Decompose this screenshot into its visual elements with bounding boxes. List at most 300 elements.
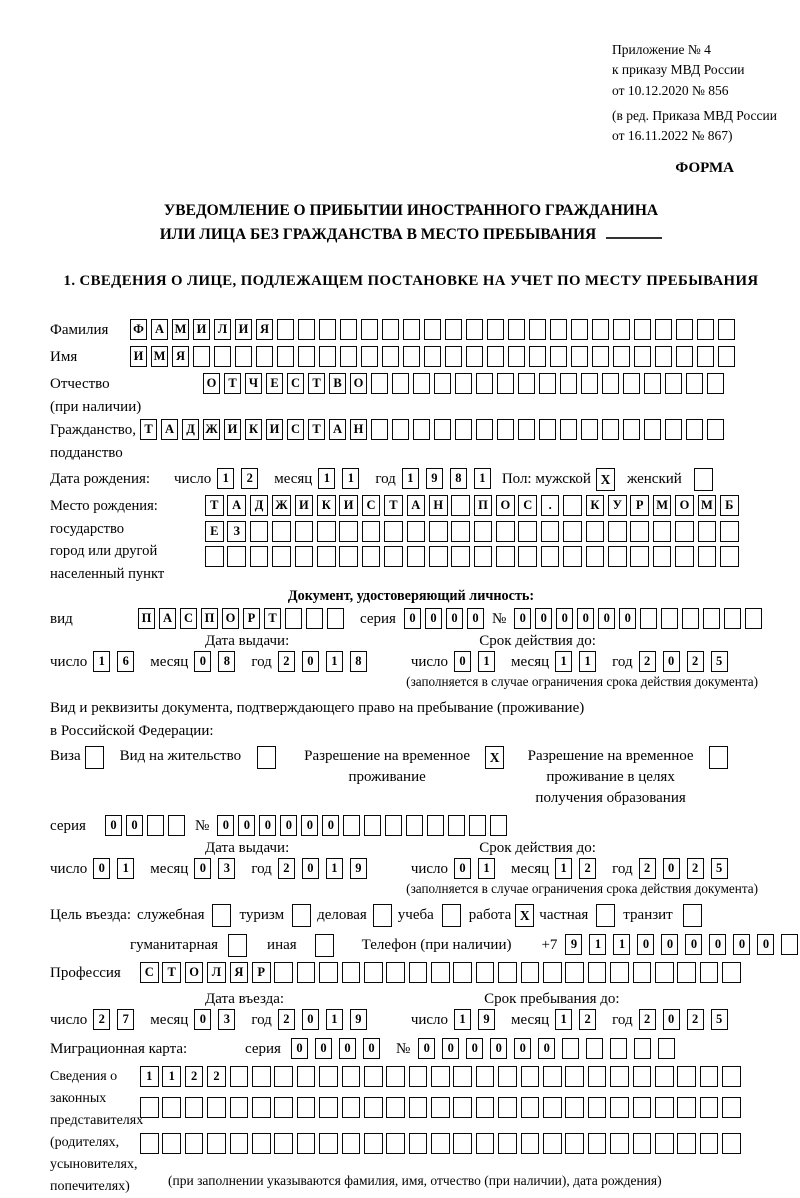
char-cell[interactable] bbox=[722, 1097, 741, 1118]
char-cell[interactable] bbox=[371, 373, 388, 394]
char-cell[interactable] bbox=[724, 608, 741, 629]
char-cell[interactable] bbox=[581, 419, 598, 440]
char-cell[interactable] bbox=[655, 1097, 674, 1118]
char-cell[interactable] bbox=[384, 546, 403, 567]
char-cell[interactable]: Б bbox=[720, 495, 739, 516]
char-cell[interactable] bbox=[392, 419, 409, 440]
char-cell[interactable]: 1 bbox=[589, 934, 606, 955]
char-cell[interactable] bbox=[665, 419, 682, 440]
char-cell[interactable] bbox=[474, 521, 493, 542]
char-cell[interactable]: М bbox=[172, 319, 189, 340]
char-cell[interactable] bbox=[518, 546, 537, 567]
char-cell[interactable] bbox=[455, 373, 472, 394]
char-cell[interactable]: С bbox=[287, 419, 304, 440]
char-cell[interactable] bbox=[342, 1097, 361, 1118]
char-cell[interactable]: З bbox=[227, 521, 246, 542]
char-cell[interactable]: 1 bbox=[454, 1009, 471, 1030]
char-cell[interactable] bbox=[319, 1097, 338, 1118]
char-cell[interactable] bbox=[487, 346, 504, 367]
char-cell[interactable]: 0 bbox=[363, 1038, 380, 1059]
char-cell[interactable] bbox=[697, 319, 714, 340]
char-cell[interactable]: 0 bbox=[466, 1038, 483, 1059]
purpose-transit-checkbox[interactable] bbox=[683, 904, 702, 927]
char-cell[interactable] bbox=[634, 1038, 651, 1059]
char-cell[interactable] bbox=[665, 373, 682, 394]
char-cell[interactable] bbox=[565, 1066, 584, 1087]
char-cell[interactable] bbox=[298, 346, 315, 367]
char-cell[interactable] bbox=[361, 346, 378, 367]
char-cell[interactable]: 1 bbox=[402, 468, 419, 489]
char-cell[interactable] bbox=[342, 1133, 361, 1154]
char-cell[interactable] bbox=[317, 521, 336, 542]
char-cell[interactable] bbox=[633, 962, 652, 983]
char-cell[interactable]: 0 bbox=[93, 858, 110, 879]
char-cell[interactable] bbox=[644, 373, 661, 394]
char-cell[interactable]: 0 bbox=[404, 608, 421, 629]
char-cell[interactable] bbox=[586, 546, 605, 567]
temp-residence-edu-checkbox[interactable] bbox=[709, 746, 728, 769]
char-cell[interactable] bbox=[445, 346, 462, 367]
char-cell[interactable]: 1 bbox=[478, 651, 495, 672]
char-cell[interactable]: 9 bbox=[565, 934, 582, 955]
char-cell[interactable] bbox=[476, 1066, 495, 1087]
char-cell[interactable]: 1 bbox=[478, 858, 495, 879]
char-cell[interactable]: 8 bbox=[218, 651, 235, 672]
char-cell[interactable] bbox=[718, 319, 735, 340]
char-cell[interactable]: 0 bbox=[514, 608, 531, 629]
char-cell[interactable] bbox=[386, 1066, 405, 1087]
char-cell[interactable]: 2 bbox=[687, 1009, 704, 1030]
char-cell[interactable] bbox=[610, 1133, 629, 1154]
female-checkbox[interactable] bbox=[694, 468, 713, 491]
char-cell[interactable] bbox=[550, 319, 567, 340]
char-cell[interactable] bbox=[364, 1097, 383, 1118]
char-cell[interactable] bbox=[319, 1133, 338, 1154]
char-cell[interactable]: 0 bbox=[733, 934, 750, 955]
char-cell[interactable] bbox=[677, 1097, 696, 1118]
char-cell[interactable] bbox=[185, 1097, 204, 1118]
char-cell[interactable] bbox=[364, 1066, 383, 1087]
char-cell[interactable] bbox=[427, 815, 444, 836]
purpose-business-checkbox[interactable] bbox=[212, 904, 231, 927]
char-cell[interactable]: К bbox=[317, 495, 336, 516]
char-cell[interactable]: О bbox=[185, 962, 204, 983]
char-cell[interactable] bbox=[508, 319, 525, 340]
char-cell[interactable] bbox=[403, 346, 420, 367]
char-cell[interactable] bbox=[207, 1097, 226, 1118]
char-cell[interactable] bbox=[364, 1133, 383, 1154]
char-cell[interactable] bbox=[686, 373, 703, 394]
char-cell[interactable]: 0 bbox=[514, 1038, 531, 1059]
char-cell[interactable] bbox=[633, 1066, 652, 1087]
char-cell[interactable]: Т bbox=[162, 962, 181, 983]
char-cell[interactable] bbox=[634, 346, 651, 367]
char-cell[interactable] bbox=[274, 962, 293, 983]
purpose-private-checkbox[interactable] bbox=[596, 904, 615, 927]
char-cell[interactable] bbox=[476, 1097, 495, 1118]
char-cell[interactable] bbox=[745, 608, 762, 629]
char-cell[interactable]: М bbox=[151, 346, 168, 367]
char-cell[interactable] bbox=[392, 373, 409, 394]
char-cell[interactable]: 0 bbox=[425, 608, 442, 629]
char-cell[interactable]: И bbox=[266, 419, 283, 440]
char-cell[interactable]: 0 bbox=[259, 815, 276, 836]
char-cell[interactable] bbox=[230, 1133, 249, 1154]
char-cell[interactable] bbox=[250, 521, 269, 542]
char-cell[interactable] bbox=[640, 608, 657, 629]
char-cell[interactable]: Д bbox=[250, 495, 269, 516]
char-cell[interactable] bbox=[295, 521, 314, 542]
residence-permit-checkbox[interactable] bbox=[257, 746, 276, 769]
char-cell[interactable]: 0 bbox=[442, 1038, 459, 1059]
char-cell[interactable] bbox=[250, 546, 269, 567]
char-cell[interactable] bbox=[409, 1133, 428, 1154]
char-cell[interactable]: Р bbox=[630, 495, 649, 516]
char-cell[interactable] bbox=[409, 1066, 428, 1087]
char-cell[interactable]: Е bbox=[205, 521, 224, 542]
char-cell[interactable] bbox=[529, 319, 546, 340]
char-cell[interactable] bbox=[453, 1133, 472, 1154]
char-cell[interactable]: 0 bbox=[757, 934, 774, 955]
char-cell[interactable] bbox=[317, 546, 336, 567]
char-cell[interactable] bbox=[469, 815, 486, 836]
char-cell[interactable] bbox=[543, 1066, 562, 1087]
char-cell[interactable]: 2 bbox=[278, 858, 295, 879]
char-cell[interactable]: С bbox=[140, 962, 159, 983]
char-cell[interactable]: 0 bbox=[418, 1038, 435, 1059]
char-cell[interactable]: 0 bbox=[291, 1038, 308, 1059]
char-cell[interactable] bbox=[677, 962, 696, 983]
char-cell[interactable]: 1 bbox=[474, 468, 491, 489]
purpose-humanitarian-checkbox[interactable] bbox=[228, 934, 247, 957]
char-cell[interactable]: 2 bbox=[579, 858, 596, 879]
char-cell[interactable]: 3 bbox=[218, 1009, 235, 1030]
char-cell[interactable]: 0 bbox=[685, 934, 702, 955]
char-cell[interactable]: 8 bbox=[450, 468, 467, 489]
char-cell[interactable] bbox=[543, 962, 562, 983]
char-cell[interactable] bbox=[565, 1133, 584, 1154]
char-cell[interactable] bbox=[707, 419, 724, 440]
char-cell[interactable] bbox=[431, 1066, 450, 1087]
char-cell[interactable] bbox=[487, 319, 504, 340]
char-cell[interactable] bbox=[409, 1097, 428, 1118]
char-cell[interactable]: 5 bbox=[711, 651, 728, 672]
char-cell[interactable] bbox=[560, 373, 577, 394]
char-cell[interactable]: 0 bbox=[194, 651, 211, 672]
char-cell[interactable] bbox=[277, 319, 294, 340]
char-cell[interactable] bbox=[386, 962, 405, 983]
char-cell[interactable] bbox=[140, 1133, 159, 1154]
char-cell[interactable]: 6 bbox=[117, 651, 134, 672]
char-cell[interactable]: 1 bbox=[342, 468, 359, 489]
char-cell[interactable] bbox=[364, 962, 383, 983]
char-cell[interactable] bbox=[496, 546, 515, 567]
char-cell[interactable] bbox=[407, 546, 426, 567]
char-cell[interactable] bbox=[227, 546, 246, 567]
char-cell[interactable]: 0 bbox=[663, 858, 680, 879]
char-cell[interactable] bbox=[498, 962, 517, 983]
char-cell[interactable]: 0 bbox=[315, 1038, 332, 1059]
char-cell[interactable] bbox=[655, 346, 672, 367]
char-cell[interactable] bbox=[658, 1038, 675, 1059]
char-cell[interactable] bbox=[466, 346, 483, 367]
char-cell[interactable] bbox=[722, 962, 741, 983]
char-cell[interactable] bbox=[274, 1066, 293, 1087]
char-cell[interactable]: 2 bbox=[639, 858, 656, 879]
char-cell[interactable]: 9 bbox=[350, 1009, 367, 1030]
char-cell[interactable] bbox=[655, 319, 672, 340]
char-cell[interactable]: 1 bbox=[318, 468, 335, 489]
char-cell[interactable] bbox=[386, 1133, 405, 1154]
char-cell[interactable] bbox=[434, 419, 451, 440]
char-cell[interactable] bbox=[700, 1066, 719, 1087]
char-cell[interactable] bbox=[340, 319, 357, 340]
char-cell[interactable]: 2 bbox=[278, 1009, 295, 1030]
char-cell[interactable]: 1 bbox=[326, 858, 343, 879]
char-cell[interactable]: 2 bbox=[207, 1066, 226, 1087]
char-cell[interactable] bbox=[565, 1097, 584, 1118]
char-cell[interactable] bbox=[451, 521, 470, 542]
char-cell[interactable]: П bbox=[201, 608, 218, 629]
char-cell[interactable] bbox=[342, 1066, 361, 1087]
char-cell[interactable] bbox=[386, 1097, 405, 1118]
char-cell[interactable] bbox=[700, 1097, 719, 1118]
char-cell[interactable] bbox=[431, 1133, 450, 1154]
char-cell[interactable]: 0 bbox=[217, 815, 234, 836]
temp-residence-checkbox[interactable]: X bbox=[485, 746, 504, 769]
char-cell[interactable] bbox=[343, 815, 360, 836]
char-cell[interactable] bbox=[676, 319, 693, 340]
char-cell[interactable] bbox=[610, 1038, 627, 1059]
char-cell[interactable] bbox=[453, 962, 472, 983]
char-cell[interactable]: Т bbox=[264, 608, 281, 629]
char-cell[interactable] bbox=[698, 546, 717, 567]
char-cell[interactable] bbox=[339, 546, 358, 567]
char-cell[interactable] bbox=[720, 546, 739, 567]
char-cell[interactable] bbox=[140, 1097, 159, 1118]
char-cell[interactable] bbox=[565, 962, 584, 983]
char-cell[interactable] bbox=[382, 346, 399, 367]
char-cell[interactable] bbox=[498, 1133, 517, 1154]
char-cell[interactable]: 1 bbox=[117, 858, 134, 879]
char-cell[interactable] bbox=[476, 1133, 495, 1154]
char-cell[interactable]: Т bbox=[140, 419, 157, 440]
char-cell[interactable] bbox=[451, 495, 470, 516]
char-cell[interactable]: 2 bbox=[93, 1009, 110, 1030]
char-cell[interactable] bbox=[686, 419, 703, 440]
char-cell[interactable] bbox=[147, 815, 164, 836]
char-cell[interactable]: О bbox=[203, 373, 220, 394]
char-cell[interactable]: Т bbox=[224, 373, 241, 394]
char-cell[interactable]: И bbox=[193, 319, 210, 340]
char-cell[interactable]: Д bbox=[182, 419, 199, 440]
char-cell[interactable] bbox=[445, 319, 462, 340]
char-cell[interactable]: 0 bbox=[194, 1009, 211, 1030]
char-cell[interactable] bbox=[541, 546, 560, 567]
char-cell[interactable] bbox=[610, 1066, 629, 1087]
char-cell[interactable]: 0 bbox=[446, 608, 463, 629]
char-cell[interactable]: 0 bbox=[454, 858, 471, 879]
char-cell[interactable]: 2 bbox=[241, 468, 258, 489]
char-cell[interactable] bbox=[543, 1097, 562, 1118]
char-cell[interactable]: И bbox=[339, 495, 358, 516]
char-cell[interactable]: Р bbox=[252, 962, 271, 983]
char-cell[interactable] bbox=[295, 546, 314, 567]
char-cell[interactable] bbox=[571, 346, 588, 367]
char-cell[interactable]: Ч bbox=[245, 373, 262, 394]
char-cell[interactable]: 1 bbox=[93, 651, 110, 672]
char-cell[interactable] bbox=[205, 546, 224, 567]
char-cell[interactable] bbox=[655, 962, 674, 983]
char-cell[interactable] bbox=[602, 373, 619, 394]
char-cell[interactable] bbox=[252, 1066, 271, 1087]
char-cell[interactable]: Ж bbox=[272, 495, 291, 516]
char-cell[interactable] bbox=[274, 1133, 293, 1154]
char-cell[interactable] bbox=[362, 521, 381, 542]
char-cell[interactable]: 1 bbox=[217, 468, 234, 489]
char-cell[interactable]: 7 bbox=[117, 1009, 134, 1030]
char-cell[interactable] bbox=[623, 373, 640, 394]
char-cell[interactable] bbox=[560, 419, 577, 440]
char-cell[interactable] bbox=[434, 373, 451, 394]
char-cell[interactable] bbox=[588, 1097, 607, 1118]
char-cell[interactable]: П bbox=[474, 495, 493, 516]
char-cell[interactable]: О bbox=[222, 608, 239, 629]
char-cell[interactable] bbox=[384, 521, 403, 542]
char-cell[interactable] bbox=[661, 608, 678, 629]
char-cell[interactable] bbox=[319, 962, 338, 983]
char-cell[interactable]: С bbox=[180, 608, 197, 629]
purpose-tourism-checkbox[interactable] bbox=[292, 904, 311, 927]
purpose-study-checkbox[interactable] bbox=[442, 904, 461, 927]
char-cell[interactable] bbox=[563, 546, 582, 567]
char-cell[interactable] bbox=[476, 373, 493, 394]
char-cell[interactable]: 0 bbox=[238, 815, 255, 836]
char-cell[interactable] bbox=[297, 1097, 316, 1118]
char-cell[interactable]: 8 bbox=[350, 651, 367, 672]
char-cell[interactable]: 0 bbox=[105, 815, 122, 836]
char-cell[interactable]: 0 bbox=[619, 608, 636, 629]
char-cell[interactable] bbox=[602, 419, 619, 440]
char-cell[interactable] bbox=[319, 319, 336, 340]
char-cell[interactable] bbox=[682, 608, 699, 629]
char-cell[interactable] bbox=[613, 319, 630, 340]
char-cell[interactable]: 0 bbox=[577, 608, 594, 629]
char-cell[interactable]: И bbox=[224, 419, 241, 440]
char-cell[interactable]: 2 bbox=[579, 1009, 596, 1030]
char-cell[interactable]: 1 bbox=[326, 651, 343, 672]
char-cell[interactable]: К bbox=[586, 495, 605, 516]
char-cell[interactable] bbox=[498, 1066, 517, 1087]
char-cell[interactable] bbox=[413, 373, 430, 394]
char-cell[interactable] bbox=[431, 962, 450, 983]
char-cell[interactable] bbox=[518, 419, 535, 440]
char-cell[interactable] bbox=[297, 1066, 316, 1087]
char-cell[interactable]: 9 bbox=[350, 858, 367, 879]
char-cell[interactable] bbox=[424, 346, 441, 367]
char-cell[interactable] bbox=[588, 1066, 607, 1087]
char-cell[interactable] bbox=[653, 546, 672, 567]
char-cell[interactable] bbox=[297, 962, 316, 983]
char-cell[interactable]: А bbox=[227, 495, 246, 516]
char-cell[interactable]: И bbox=[130, 346, 147, 367]
char-cell[interactable]: 0 bbox=[598, 608, 615, 629]
char-cell[interactable]: 9 bbox=[426, 468, 443, 489]
char-cell[interactable]: О bbox=[675, 495, 694, 516]
char-cell[interactable]: 1 bbox=[555, 858, 572, 879]
char-cell[interactable] bbox=[613, 346, 630, 367]
purpose-commercial-checkbox[interactable] bbox=[373, 904, 392, 927]
char-cell[interactable] bbox=[207, 1133, 226, 1154]
char-cell[interactable]: Л bbox=[207, 962, 226, 983]
char-cell[interactable] bbox=[676, 346, 693, 367]
char-cell[interactable] bbox=[256, 346, 273, 367]
char-cell[interactable] bbox=[474, 546, 493, 567]
char-cell[interactable] bbox=[364, 815, 381, 836]
char-cell[interactable] bbox=[319, 1066, 338, 1087]
char-cell[interactable] bbox=[630, 546, 649, 567]
char-cell[interactable] bbox=[586, 521, 605, 542]
char-cell[interactable] bbox=[453, 1097, 472, 1118]
char-cell[interactable]: Я bbox=[172, 346, 189, 367]
char-cell[interactable] bbox=[497, 373, 514, 394]
char-cell[interactable] bbox=[703, 608, 720, 629]
char-cell[interactable]: 0 bbox=[454, 651, 471, 672]
char-cell[interactable] bbox=[252, 1133, 271, 1154]
char-cell[interactable] bbox=[385, 815, 402, 836]
char-cell[interactable] bbox=[608, 521, 627, 542]
char-cell[interactable] bbox=[193, 346, 210, 367]
char-cell[interactable]: 1 bbox=[555, 651, 572, 672]
char-cell[interactable] bbox=[718, 346, 735, 367]
char-cell[interactable] bbox=[371, 419, 388, 440]
char-cell[interactable]: 0 bbox=[302, 1009, 319, 1030]
char-cell[interactable]: 0 bbox=[663, 1009, 680, 1030]
char-cell[interactable]: А bbox=[329, 419, 346, 440]
char-cell[interactable]: И bbox=[235, 319, 252, 340]
char-cell[interactable] bbox=[539, 419, 556, 440]
char-cell[interactable]: С bbox=[362, 495, 381, 516]
char-cell[interactable]: 0 bbox=[637, 934, 654, 955]
char-cell[interactable]: А bbox=[407, 495, 426, 516]
char-cell[interactable] bbox=[298, 319, 315, 340]
char-cell[interactable] bbox=[562, 1038, 579, 1059]
char-cell[interactable] bbox=[162, 1133, 181, 1154]
char-cell[interactable]: 1 bbox=[579, 651, 596, 672]
char-cell[interactable]: С bbox=[518, 495, 537, 516]
char-cell[interactable]: Н bbox=[350, 419, 367, 440]
char-cell[interactable]: Т bbox=[205, 495, 224, 516]
char-cell[interactable]: 0 bbox=[490, 1038, 507, 1059]
char-cell[interactable]: 0 bbox=[538, 1038, 555, 1059]
char-cell[interactable]: 3 bbox=[218, 858, 235, 879]
char-cell[interactable] bbox=[490, 815, 507, 836]
char-cell[interactable]: Т bbox=[308, 419, 325, 440]
char-cell[interactable]: У bbox=[608, 495, 627, 516]
char-cell[interactable]: П bbox=[138, 608, 155, 629]
char-cell[interactable] bbox=[592, 346, 609, 367]
char-cell[interactable] bbox=[272, 521, 291, 542]
char-cell[interactable] bbox=[466, 319, 483, 340]
char-cell[interactable] bbox=[272, 546, 291, 567]
char-cell[interactable] bbox=[644, 419, 661, 440]
char-cell[interactable] bbox=[610, 1097, 629, 1118]
char-cell[interactable]: 2 bbox=[687, 651, 704, 672]
char-cell[interactable] bbox=[406, 815, 423, 836]
char-cell[interactable] bbox=[550, 346, 567, 367]
char-cell[interactable] bbox=[362, 546, 381, 567]
char-cell[interactable] bbox=[563, 495, 582, 516]
